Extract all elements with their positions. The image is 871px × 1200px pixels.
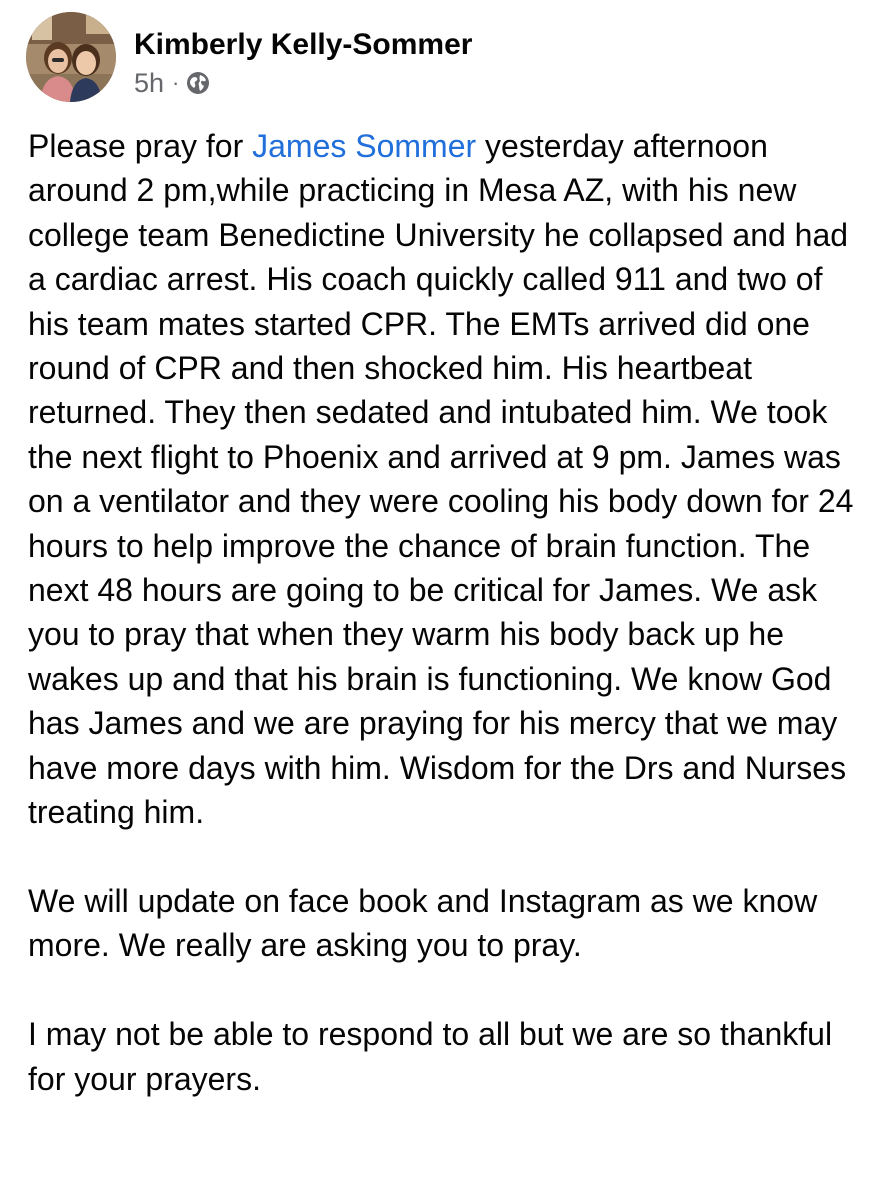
post-paragraph-3: I may not be able to respond to all but we are so thankful for your prayers.: [28, 1016, 833, 1097]
avatar[interactable]: [26, 12, 116, 102]
paragraph-1-rest: yesterday afternoon around 2 pm,while practicing in Mesa AZ, with his new college team Benedictine University he collapsed and had a cardiac arrest. His coach quickly called 911 and two of his team mates started CPR. The EMTs arrived did one round of CPR and then shocked him. His heartbeat returned. They then sedated and intubated him. We took the next flight to Phoenix and arrived at 9 pm. James was on a ventilator and they were cooling his body down for 24 hours to help improve the chance of brain function. The next 48 hours are going to be critical for James. We ask you to pray that when they warm his body back up he wakes up and that his brain is functioning. We know God has James and we are praying for his mercy that we may have more days with him. Wisdom for the Drs and Nurses treating him.: [28, 128, 854, 831]
post-header: [26, 12, 472, 104]
mention-link[interactable]: James Sommer: [252, 128, 477, 164]
profile-photo-icon: [26, 12, 116, 102]
post-time[interactable]: 5h: [134, 68, 165, 98]
post-paragraph-1: [28, 124, 863, 835]
globe-icon[interactable]: [186, 71, 210, 95]
post-body: [28, 124, 863, 1101]
post-meta: [134, 28, 472, 98]
post-subline: [134, 68, 472, 98]
author-name[interactable]: Kimberly Kelly-Sommer: [134, 28, 473, 61]
paragraph-1-start: Please pray for: [28, 128, 253, 164]
separator: ·: [172, 70, 180, 95]
post-paragraph-2: We will update on face book and Instagram as we know more. We really are asking you to pray.: [28, 882, 818, 964]
